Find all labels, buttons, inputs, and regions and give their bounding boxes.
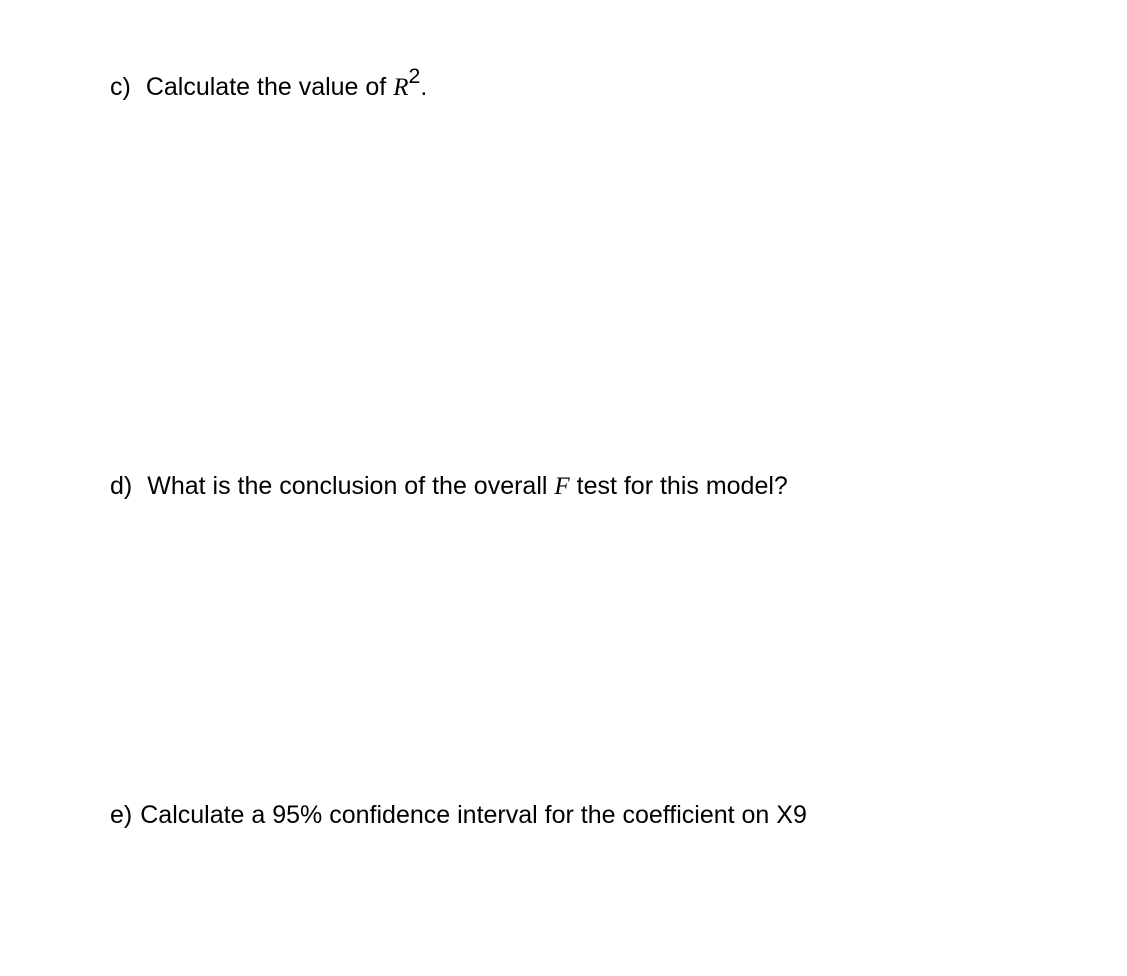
question-d-text-before: What is the conclusion of the overall <box>147 472 555 500</box>
question-e-text: Calculate a 95% confidence interval for the coefficient on X9 <box>140 801 807 829</box>
math-superscript-2: 2 <box>408 64 421 89</box>
question-e-label: e) <box>110 801 133 829</box>
question-c <box>110 64 428 105</box>
question-d <box>110 469 788 504</box>
question-c-text: Calculate the value of <box>145 73 394 101</box>
question-c-label: c) <box>110 73 131 101</box>
question-c-period: . <box>420 73 428 101</box>
question-e <box>110 798 807 832</box>
math-variable-f: F <box>554 473 570 500</box>
math-variable-r: R <box>393 74 409 101</box>
question-d-text-after: test for this model? <box>569 472 788 500</box>
question-d-label: d) <box>110 472 133 500</box>
